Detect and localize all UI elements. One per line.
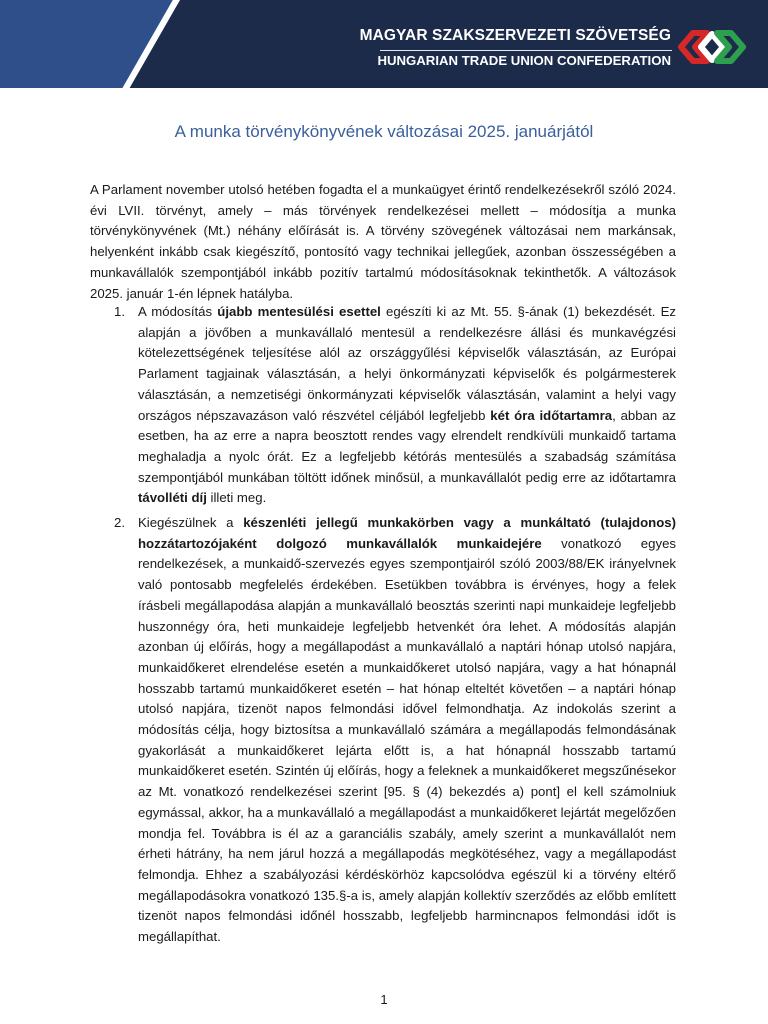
list-item-text bbox=[138, 513, 676, 948]
intro-paragraph: A Parlament november utolsó hetében fogadta el a munkaügyet érintő rendelkezésekről szóló 2024. évi LVII. törvényt, amely – más törvények rendelkezései mellett – módosítja a munka törvénykönyvének (Mt.) néhány előírását is. A törvény szövegének változásai nem markánsak, helyenként inkább csak kiegészítő, pontosító vagy technikai jellegűek, azonban összességében a munkavállalók szempontjából inkább pozitív tartalmú módosításoknak tekinthetők. A változások 2025. január 1-én lépnek hatályba. bbox=[90, 182, 676, 301]
letterhead-banner bbox=[0, 0, 768, 88]
list-item-number: 2. bbox=[114, 515, 125, 530]
page-number: 1 bbox=[380, 992, 388, 1007]
list-item-number: 1. bbox=[114, 304, 125, 319]
list-item-text bbox=[138, 302, 676, 509]
list-item-text-segment: , abban az esetben, ha az erre a napra beosztott rendes vagy elrendelt rendkívüli munkaidő tartama meghaladja a nyolc órát. Ez a legfeljebb kétórás mentesülés a szabadság számítása szempontjából munkában töltött időnek minősül, a munkavállalót pedig erre az időtartamra bbox=[138, 407, 677, 485]
list-item-bold-phrase: távolléti díj bbox=[138, 490, 207, 506]
org-name-english: HUNGARIAN TRADE UNION CONFEDERATION bbox=[377, 53, 671, 68]
list-item-text-segment: egészíti ki az Mt. 55. §-ának (1) bekezdését. Ez alapján a jövőben a munkavállaló mentesül a rendelkezésre állási és munkavégzési kötelezettségének teljesítése alól az országgyűlési képviselők választásán, az Európai Parlament tagjainak választásán, a helyi önkormányzati képviselők és polgármesterek választásán, a nemzetiségi önkormányzati képviselők választásán, valamint a helyi vagy országos népszavazáson való részvétel céljából legfeljebb bbox=[138, 304, 677, 423]
org-name-hungarian: MAGYAR SZAKSZERVEZETI SZÖVETSÉG bbox=[359, 27, 671, 44]
list-item-bold-phrase: újabb mentesülési esettel bbox=[217, 304, 381, 319]
list-item-text-segment: Kiegészülnek a bbox=[138, 515, 244, 530]
document-title: A munka törvénykönyvének változásai 2025. januárjától bbox=[174, 122, 594, 141]
list-item-text-segment: vonatkozó egyes rendelkezések, a munkaidő-szervezés egyes szempontjairól szóló 2003/88/EK irányelvnek való pontosabb megfelelés érdekében. Esetükben továbbra is érvényes, hogy a felek írásbeli megállapodása alapján a munkavállaló beosztás szerinti napi munkaideje legfeljebb huszonnégy óra, heti munkaideje legfeljebb hetvenkét óra lehet. A módosítás alapján azonban új előírás, hogy a megállapodást a munkavállaló a naptári hónap utolsó napjára, munkaidőkeret elrendelése esetén a munkaidőkeret utolsó napjára, vagy a hat hónapnál hosszabb tartamú munkaidőkeret esetén – hat hónap elteltét követően – a naptári hónap utolsó napjára, tizenöt napos felmondási idővel felmondhatja. Az indokolás szerint a módosítás célja, hogy biztosítsa a munkavállaló számára a megállapodás felmondásának gyakorlását a munkaidőkeret lejárta előtt is, a hat hónapnál hosszabb tartamú munkaidőkeret esetén. Szintén új előírás, hogy a feleknek a munkaidőkeret megszűnésekor az Mt. vonatkozó rendelkezései szerint [95. § (4) bekezdés a) pont] el kell számolniuk egymással, akkor, ha a munkavállaló a megállapodást a munkaidőkeret lejártát megelőzően mondja fel. Továbbra is él az a garanciális szabály, amely szerint a munkavállalót nem érheti hátrány, ha nem járul hozzá a megállapodás megkötéséhez, vagy a megállapodást felmondja. Ehhez a szabályozási kérdéskörhöz kapcsolódva egészül ki a törvény eltérő megállapodásokra vonatkozó 135.§-a is, amely alapján kollektív szerződés az előbb említett tizenöt napos felmondási időnél hosszabb, legfeljebb harmincnapos felmondási időt is megállapíthat. bbox=[138, 535, 676, 945]
list-item-text-segment: A módosítás bbox=[138, 304, 218, 319]
list-item-text-segment: illeti meg. bbox=[206, 490, 267, 506]
list-item-bold-phrase: két óra időtartamra bbox=[490, 407, 613, 423]
list-item-bold-phrase: készenléti jellegű munkakörben vagy a munkáltató (tulajdonos) hozzátartozójaként dolgozó munkavállalók munkaidejére bbox=[138, 515, 676, 551]
org-name-divider bbox=[380, 50, 672, 51]
mszsz-logo-icon bbox=[677, 24, 747, 70]
list-item bbox=[114, 302, 677, 509]
list-item bbox=[114, 513, 676, 948]
